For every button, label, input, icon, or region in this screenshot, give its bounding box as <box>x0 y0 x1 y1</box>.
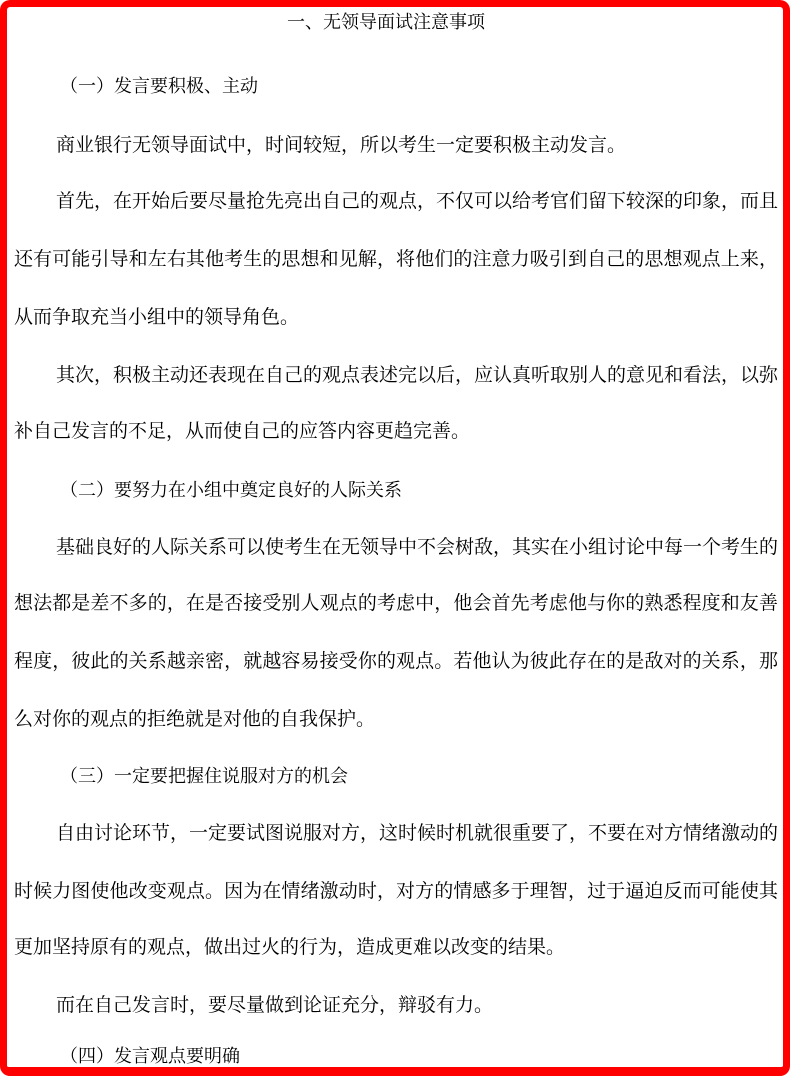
paragraph-line: 首先，在开始后要尽量抢先亮出自己的观点，不仅可以给考官们留下较深的印象，而且 <box>56 190 779 212</box>
paragraph-line: 其次，积极主动还表现在自己的观点表述完以后，应认真听取别人的意见和看法，以弥 <box>56 364 779 386</box>
paragraph-line: 补自己发言的不足，从而使自己的应答内容更趋完善。 <box>14 420 471 442</box>
section-heading-3: （三）一定要把握住说服对方的机会 <box>60 766 348 787</box>
paragraph-line: 商业银行无领导面试中，时间较短，所以考生一定要积极主动发言。 <box>56 134 627 156</box>
paragraph-line: 自由讨论环节，一定要试图说服对方，这时候时机就很重要了，不要在对方情绪激动的 <box>56 822 779 844</box>
paragraph-line: 程度，彼此的关系越亲密，就越容易接受你的观点。若他认为彼此存在的是敌对的关系，那 <box>14 650 778 672</box>
document-title: 一、无领导面试注意事项 <box>287 12 485 33</box>
paragraph-line: 而在自己发言时，要尽量做到论证充分，辩驳有力。 <box>56 994 494 1016</box>
paragraph-line: 想法都是差不多的，在是否接受别人观点的考虑中，他会首先考虑他与你的熟悉程度和友善 <box>14 592 778 614</box>
paragraph-line: 从而争取充当小组中的领导角色。 <box>14 306 300 328</box>
paragraph-line: 时候力图使他改变观点。因为在情绪激动时，对方的情感多于理智，过于逼迫反而可能使其 <box>14 880 778 902</box>
paragraph-line: 更加坚持原有的观点，做出过火的行为，造成更难以改变的结果。 <box>14 936 566 958</box>
section-heading-4: （四）发言观点要明确 <box>60 1046 240 1067</box>
paragraph-line: 还有可能引导和左右其他考生的思想和见解，将他们的注意力吸引到自己的思想观点上来， <box>14 248 778 270</box>
section-heading-2: （二）要努力在小组中奠定良好的人际关系 <box>60 480 402 501</box>
section-heading-1: （一）发言要积极、主动 <box>60 76 258 97</box>
paragraph-line: 基础良好的人际关系可以使考生在无领导中不会树敌，其实在小组讨论中每一个考生的 <box>56 536 779 558</box>
paragraph-line: 么对你的观点的拒绝就是对他的自我保护。 <box>14 708 376 730</box>
